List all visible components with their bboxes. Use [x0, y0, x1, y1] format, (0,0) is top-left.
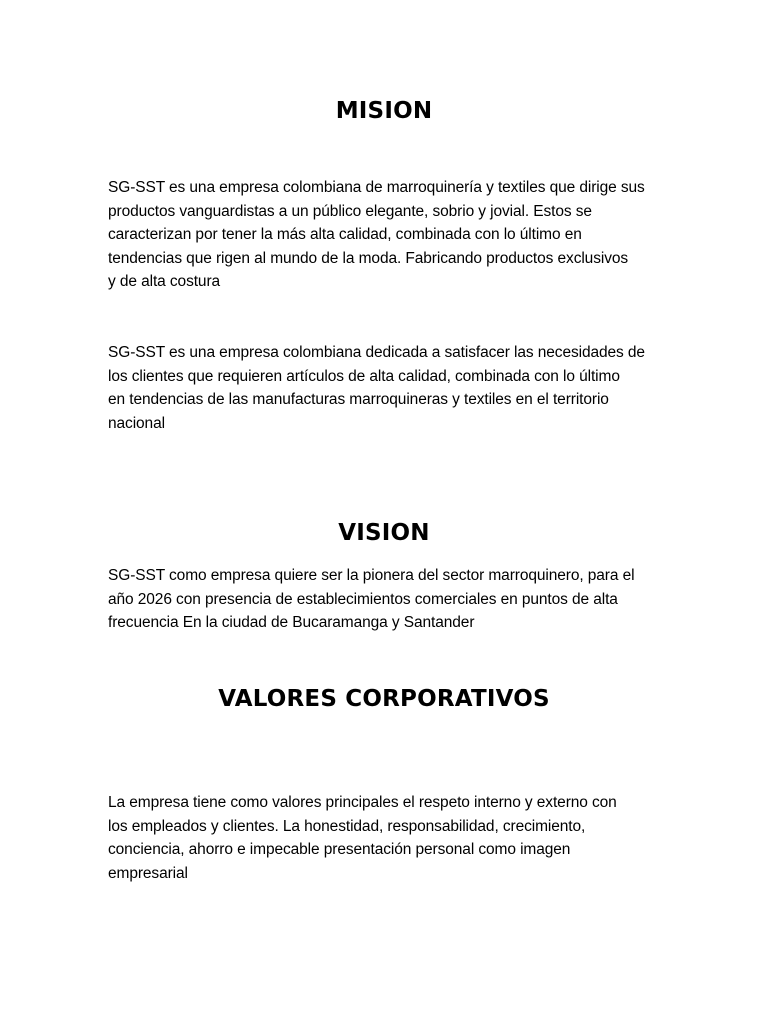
text-line: frecuencia En la ciudad de Bucaramanga y Santander	[108, 614, 475, 631]
valores-paragraph	[108, 791, 668, 885]
text-line: en tendencias de las manufacturas marroquineras y textiles en el territorio	[108, 391, 609, 408]
text-line: nacional	[108, 414, 165, 432]
vision-paragraph	[108, 564, 668, 635]
text-line: empresarial	[108, 864, 188, 882]
text-line: productos vanguardistas a un público elegante, sobrio y jovial. Estos se	[108, 202, 592, 220]
text-line: SG-SST como empresa quiere ser la pionera del sector marroquinero, para el	[108, 567, 635, 584]
text-line: SG-SST es una empresa colombiana de marroquinería y textiles que dirige sus	[108, 179, 645, 196]
text-line: SG-SST es una empresa colombiana dedicada a satisfacer las necesidades de	[108, 344, 645, 361]
text-line: conciencia, ahorro e impecable presentación personal como imagen	[108, 841, 571, 858]
vision-heading: VISION	[338, 520, 430, 546]
text-line: año 2026 con presencia de establecimientos comerciales en puntos de alta	[108, 590, 618, 608]
text-line: La empresa tiene como valores principales el respeto interno y externo con	[108, 794, 617, 811]
mision-heading: MISION	[335, 98, 433, 124]
text-line: los clientes que requieren artículos de alta calidad, combinada con lo último	[108, 367, 620, 385]
mision-paragraph-1	[108, 176, 668, 294]
text-line: tendencias que rigen al mundo de la moda. Fabricando productos exclusivos	[108, 249, 629, 267]
text-line: y de alta costura	[108, 273, 221, 290]
mision-paragraph-2	[108, 341, 668, 435]
text-line: caracterizan por tener la más alta calidad, combinada con lo último en	[108, 226, 582, 243]
valores-heading: VALORES CORPORATIVOS	[218, 686, 550, 712]
text-line: los empleados y clientes. La honestidad, responsabilidad, crecimiento,	[108, 817, 586, 835]
